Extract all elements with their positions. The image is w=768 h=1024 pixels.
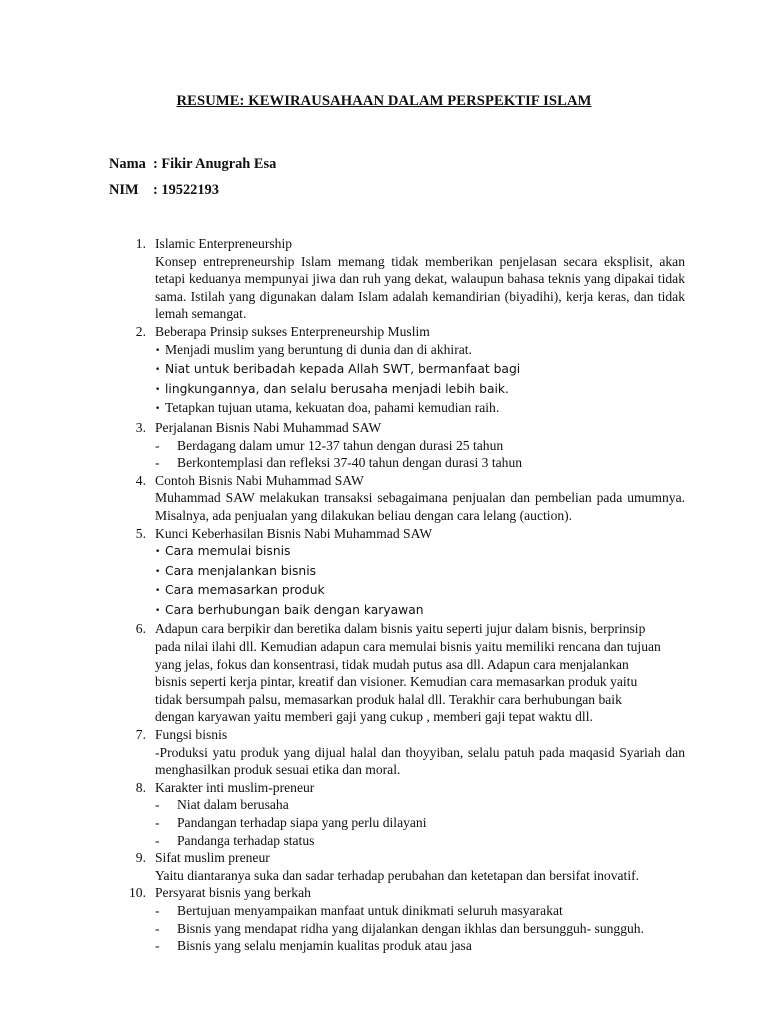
name-label: Nama: [109, 156, 146, 172]
dash-line: - Bisnis yang selalu menjamin kualitas produk atau jasa: [155, 938, 472, 954]
item-heading: Fungsi bisnis: [155, 727, 228, 743]
dash-line: - Bertujuan menyampaikan manfaat untuk dinikmati seluruh masyarakat: [155, 902, 563, 918]
list-item-10: [120, 884, 685, 954]
list-item-1: [120, 235, 685, 323]
item-number: 8.: [135, 779, 146, 795]
dash-line: - Bisnis yang mendapat ridha yang dijalankan dengan ikhlas dan bersungguh- sungguh.: [155, 920, 644, 936]
dash-line: - Niat dalam berusaha: [155, 797, 289, 813]
bullet-line: • Tetapkan tujuan utama, kekuatan doa, pahami kemudian raih.: [155, 399, 685, 419]
list-item-9: [120, 849, 685, 884]
bullet-line: • Menjadi muslim yang beruntung di dunia dan di akhirat.: [155, 341, 685, 361]
bullet-icon: •: [155, 605, 161, 616]
item-number: 9.: [135, 850, 146, 866]
bullet-line: • lingkungannya, dan selalu berusaha menjadi lebih baik.: [155, 380, 685, 400]
item-paragraph: Konsep entrepreneurship Islam memang tidak memberikan penjelasan secara eksplisit, akan tetapi keduanya mempunyai jiwa dan ruh yang dekat, walaupun bahasa teknis yang dipakai tidak sama. Istilah yang digunakan dalam Islam adalah kemandirian (biyadihi), kerja keras, dan tidak lemah semangat.: [155, 253, 685, 322]
name-value: : Fikir Anugrah Esa: [153, 156, 277, 172]
resume-list: [120, 235, 685, 955]
name-row: [109, 156, 276, 173]
nim-row: [109, 182, 219, 199]
item-heading: Islamic Enterpreneurship: [155, 236, 293, 251]
paragraph-line: pada nilai ilahi dll. Kemudian adapun cara memulai bisnis yaitu memiliki rencana dan tujuan: [155, 639, 661, 655]
bullet-icon: •: [155, 404, 161, 415]
list-item-6: [120, 620, 685, 726]
list-item-3: [120, 419, 685, 472]
bullet-line: • Cara memasarkan produk: [155, 581, 685, 601]
paragraph-line: dengan karyawan yaitu memberi gaji yang cukup , memberi gaji tepat waktu dll.: [155, 709, 593, 725]
item-number: 1.: [135, 236, 146, 251]
bullet-icon: •: [155, 566, 161, 577]
item-heading: Contoh Bisnis Nabi Muhammad SAW: [155, 472, 364, 488]
document-title: RESUME: KEWIRAUSAHAAN DALAM PERSPEKTIF ISLAM: [176, 93, 592, 109]
bullet-icon: •: [155, 547, 161, 558]
item-paragraph: Yaitu diantaranya suka dan sadar terhadap perubahan dan ketetapan dan bersifat inovatif.: [155, 867, 640, 883]
bullet-line: • Cara menjalankan bisnis: [155, 562, 685, 582]
list-item-8: [120, 779, 685, 849]
item-number: 7.: [135, 727, 146, 743]
list-item-7: [120, 726, 685, 779]
bullet-line: • Cara berhubungan baik dengan karyawan: [155, 601, 685, 621]
bullet-icon: •: [155, 345, 161, 356]
item-heading: Karakter inti muslim-preneur: [155, 779, 315, 795]
item-number: 10.: [129, 885, 146, 901]
bullet-icon: •: [155, 586, 161, 597]
paragraph-line: bisnis seperti kerja pintar, kreatif dan visioner. Kemudian cara memasarkan produk yaitu: [155, 674, 638, 690]
paragraph-line: Adapun cara berpikir dan beretika dalam bisnis yaitu seperti jujur dalam bisnis, berprinsip: [155, 621, 646, 637]
bullet-line: • Niat untuk beribadah kepada Allah SWT, bermanfaat bagi: [155, 360, 685, 380]
list-item-5: [120, 525, 685, 621]
item-number: 2.: [135, 323, 146, 339]
paragraph-line: yang jelas, fokus dan konsentrasi, tidak mudah putus asa dll. Adapun cara menjalankan: [155, 656, 629, 672]
dash-line: - Pandangan terhadap siapa yang perlu dilayani: [155, 815, 427, 830]
bullet-icon: •: [155, 384, 161, 395]
item-paragraph: Muhammad SAW melakukan transaksi sebagaimana penjualan dan pembelian pada umumnya. Misalnya, ada penjualan yang dilakukan beliau dengan cara lelang (auction).: [155, 490, 685, 523]
list-item-4: [120, 472, 685, 525]
item-paragraph: -Produksi yatu produk yang dijual halal dan thoyyiban, selalu patuh pada maqasid Syariah dan menghasilkan produk sesuai etika dan moral.: [155, 744, 685, 778]
item-heading: Persyarat bisnis yang berkah: [155, 885, 311, 901]
bullet-line: • Cara memulai bisnis: [155, 542, 685, 562]
item-number: 3.: [135, 419, 146, 435]
nim-value: : 19522193: [153, 182, 219, 198]
item-number: 4.: [135, 472, 146, 488]
item-number: 5.: [135, 525, 146, 541]
list-item-2: [120, 323, 685, 419]
item-heading: Sifat muslim preneur: [155, 850, 270, 866]
nim-label: NIM: [109, 182, 139, 198]
bullet-icon: •: [155, 365, 161, 376]
paragraph-line: tidak bersumpah palsu, memasarkan produk halal dll. Terakhir cara berhubungan baik: [155, 691, 622, 707]
item-heading: Beberapa Prinsip sukses Enterpreneurship Muslim: [155, 323, 430, 339]
dash-line: - Pandanga terhadap status: [155, 832, 315, 848]
item-heading: Kunci Keberhasilan Bisnis Nabi Muhammad SAW: [155, 525, 433, 541]
item-heading: Perjalanan Bisnis Nabi Muhammad SAW: [155, 419, 382, 435]
item-number: 6.: [135, 621, 146, 637]
dash-line: - Berdagang dalam umur 12-37 tahun dengan durasi 25 tahun: [155, 437, 504, 453]
dash-line: - Berkontemplasi dan refleksi 37-40 tahun dengan durasi 3 tahun: [155, 455, 523, 471]
